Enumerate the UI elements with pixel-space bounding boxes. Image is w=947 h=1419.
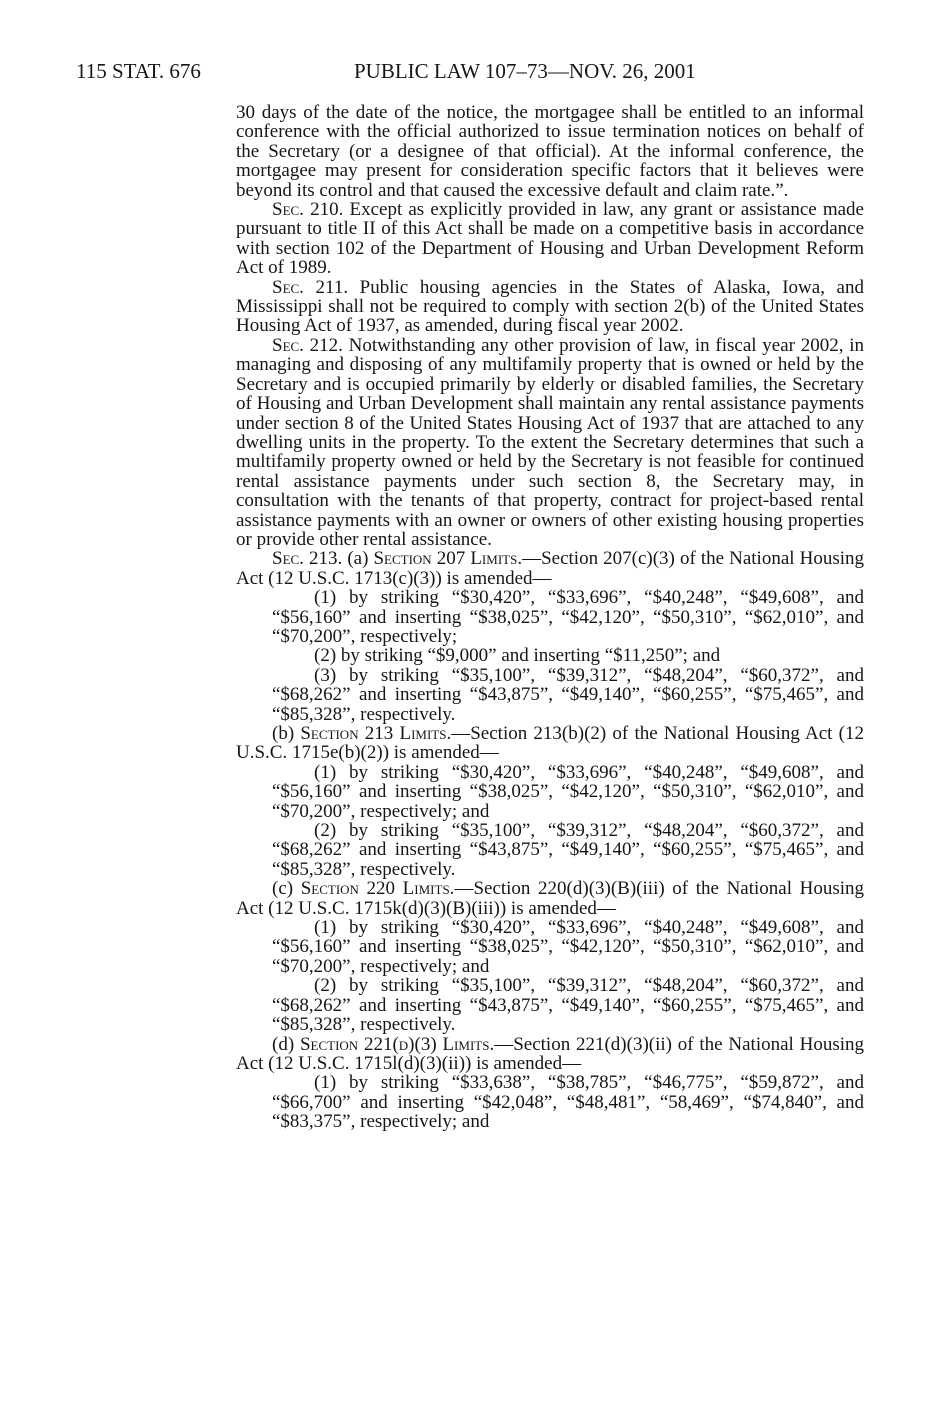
subsection-heading: Section 220 Limits. xyxy=(300,878,455,900)
paragraph-text: —Section 213(b)(2) of the National Housing Act (12 U.S.C. 1715e(b)(2)) is amended— xyxy=(236,723,864,764)
subsection-heading: Section 207 Limits. xyxy=(373,548,523,570)
subsection-c-paragraph xyxy=(236,879,864,918)
list-item: (2) by striking “$35,100”, “$39,312”, “$48,204”, “$60,372”, and “$68,262” and inserting “$43,875”, “$49,140”, “$60,255”, “$75,465”, and “$85,328”, respectively. xyxy=(272,820,864,880)
list-item: (3) by striking “$35,100”, “$39,312”, “$48,204”, “$60,372”, and “$68,262” and inserting “$43,875”, “$49,140”, “$60,255”, “$75,465”, and “$85,328”, respectively. xyxy=(272,664,864,725)
section-210-paragraph xyxy=(236,200,864,278)
list-item: (1) by striking “$30,420”, “$33,696”, “$40,248”, “$49,608”, and “$56,160” and inserting “$38,025”, “$42,120”, “$50,310”, “$62,010”, and “$70,200”, respectively; xyxy=(272,587,864,647)
section-label: Sec. 212. xyxy=(272,334,343,356)
paragraph-text: Except as explicitly provided in law, any grant or assistance made pursuant to title II of this Act shall be made on a competitive basis in accordance with section 102 of the Department of Housing and Urban Development Reform Act of 1989. xyxy=(236,199,864,279)
list-item: (1) by striking “$33,638”, “$38,785”, “$46,775”, “$59,872”, and “$66,700” and inserting “$42,048”, “$48,481”, “58,469”, “$74,840”, and “$83,375”, respectively; and xyxy=(272,1072,864,1133)
list-item: (1) by striking “$30,420”, “$33,696”, “$40,248”, “$49,608”, and “$56,160” and inserting “$38,025”, “$42,120”, “$50,310”, “$62,010”, and “$70,200”, respectively; and xyxy=(272,917,864,977)
paragraph-text: Notwithstanding any other provision of law, in fiscal year 2002, in managing and disposing of any multifamily property that is owned or held by the Secretary and is occupied primarily by elderly or disabled families, the Secretary of Housing and Urban Development shall maintain any rental assistance payments under section 8 of the United States Housing Act of 1937 that are attached to any dwelling units in the property. To the extent the Secretary determines that such a multifamily property owned or held by the Secretary is not feasible for continued rental assistance payments under such section 8, the Secretary may, in consultation with the tenants of that property, contract for project-based rental assistance payments with an owner or owners of other existing housing properties or provide other rental assistance. xyxy=(236,334,864,550)
list-item: (2) by striking “$9,000” and inserting “$11,250”; and xyxy=(314,645,721,667)
subsection-prefix: (b) xyxy=(272,723,301,744)
subsection-b-paragraph xyxy=(236,724,864,763)
section-211-paragraph xyxy=(236,278,864,336)
section-212-paragraph xyxy=(236,336,864,549)
page-header xyxy=(76,56,876,86)
section-label: Sec. 210. xyxy=(272,199,344,221)
paragraph-text: —Section 220(d)(3)(B)(iii) of the National Housing Act (12 U.S.C. 1715k(d)(3)(B)(iii)) is amended— xyxy=(236,878,864,919)
document-body xyxy=(236,103,864,1132)
paragraph-text: 30 days of the date of the notice, the mortgagee shall be entitled to an informal conference with the official authorized to issue termination notices on behalf of the Secretary (or a designee of that official). At the informal conference, the mortgagee may present for consideration specific factors that it believes were beyond its control and that caused the excessive default and claim rate.”. xyxy=(236,102,864,201)
paragraph-text: —Section 207(c)(3) of the National Housing Act (12 U.S.C. 1713(c)(3)) is amended— xyxy=(236,548,864,589)
section-213-paragraph xyxy=(236,549,864,588)
section-label: Sec. 213. xyxy=(272,548,343,570)
list-item: (1) by striking “$30,420”, “$33,696”, “$40,248”, “$49,608”, and “$56,160” and inserting “$38,025”, “$42,120”, “$50,310”, “$62,010”, and “$70,200”, respectively; and xyxy=(272,761,864,822)
paragraph-text: Public housing agencies in the States of Alaska, Iowa, and Mississippi shall not be required to comply with section 2(b) of the United States Housing Act of 1937, as amended, during fiscal year 2002. xyxy=(236,276,864,337)
subsection-heading: Section 213 Limits. xyxy=(300,723,452,744)
section-label: Sec. 211. xyxy=(272,276,349,298)
running-title: PUBLIC LAW 107–73—NOV. 26, 2001 xyxy=(354,59,696,83)
subsection-prefix: (d) xyxy=(272,1033,300,1055)
continuation-paragraph xyxy=(236,103,864,200)
subsection-heading: Section 221(d)(3) Limits. xyxy=(299,1033,495,1055)
statute-page-number: 115 STAT. 676 xyxy=(76,59,201,83)
paragraph-text: —Section 221(d)(3)(ii) of the National Housing Act (12 U.S.C. 1715l(d)(3)(ii)) is amended— xyxy=(236,1033,865,1074)
subsection-prefix: (a) xyxy=(342,548,374,570)
subsection-d-paragraph xyxy=(236,1035,864,1074)
list-item: (2) by striking “$35,100”, “$39,312”, “$48,204”, “$60,372”, and “$68,262” and inserting “$43,875”, “$49,140”, “$60,255”, “$75,465”, and “$85,328”, respectively. xyxy=(272,975,864,1036)
subsection-prefix: (c) xyxy=(272,878,301,900)
